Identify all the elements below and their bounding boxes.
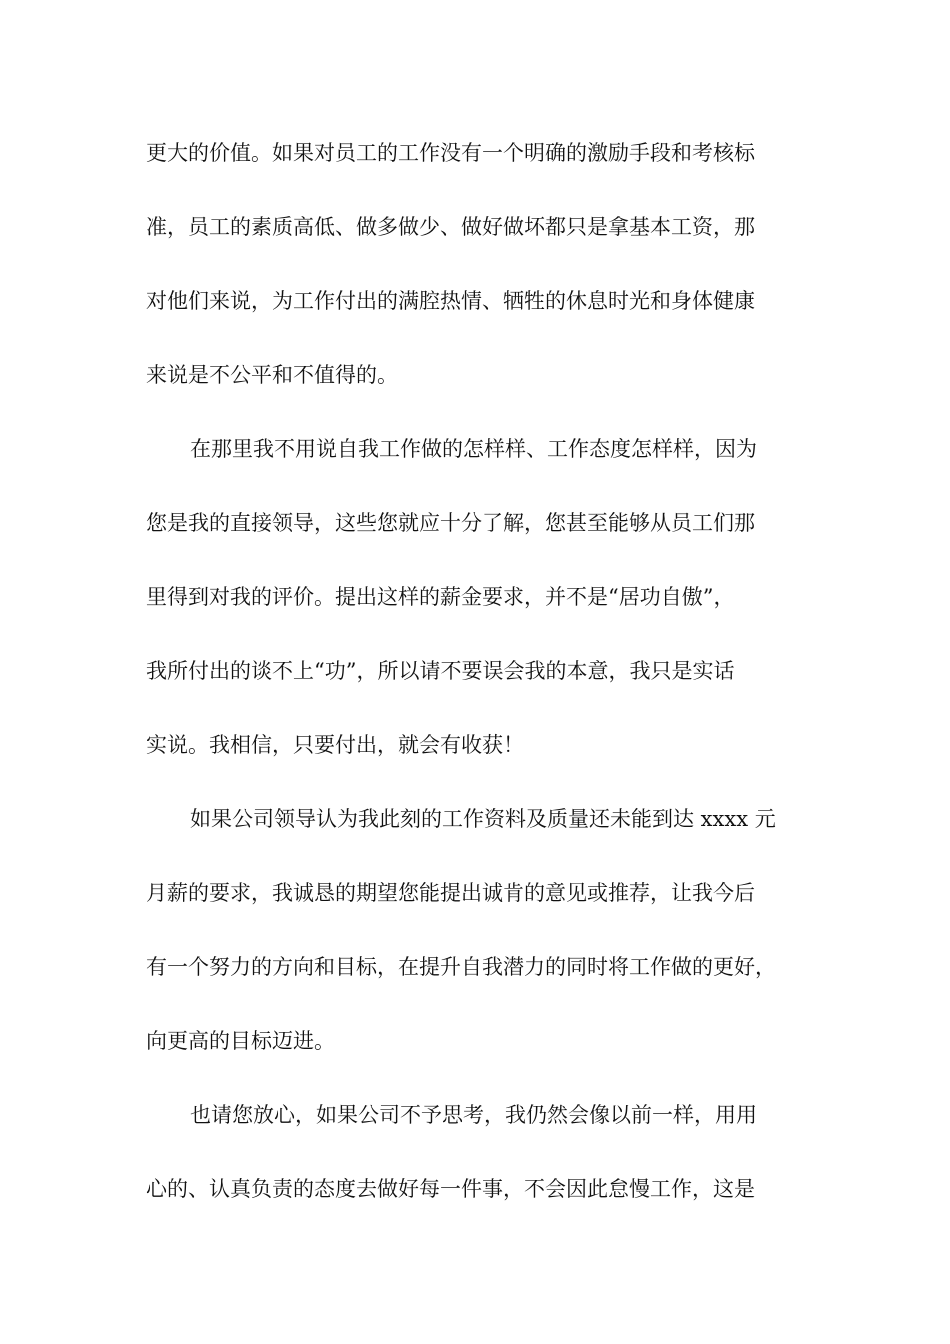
text-line-paragraph-start: 如果公司领导认为我此刻的工作资料及质量还未能到达 xxxx 元 [190, 807, 776, 831]
text-line-paragraph-start: 在那里我不用说自我工作做的怎样样、工作态度怎样样，因为 [190, 437, 757, 461]
text-line: 准，员工的素质高低、做多做少、做好做坏都只是拿基本工资，那 [146, 215, 755, 239]
text-line: 向更高的目标迈进。 [146, 1029, 335, 1053]
text-line: 月薪的要求，我诚恳的期望您能提出诚肯的意见或推荐，让我今后 [146, 881, 755, 905]
text-line: 我所付出的谈不上“功”，所以请不要误会我的本意，我只是实话 [146, 659, 735, 683]
text-line: 里得到对我的评价。提出这样的薪金要求，并不是“居功自傲”， [146, 585, 735, 609]
text-line: 有一个努力的方向和目标，在提升自我潜力的同时将工作做的更好， [146, 955, 776, 979]
text-line: 实说。我相信，只要付出，就会有收获！ [146, 733, 524, 757]
text-line: 更大的价值。如果对员工的工作没有一个明确的激励手段和考核标 [146, 141, 755, 165]
text-line: 对他们来说，为工作付出的满腔热情、牺牲的休息时光和身体健康 [146, 289, 755, 313]
text-line: 来说是不公平和不值得的。 [146, 363, 398, 387]
document-body [146, 126, 846, 1236]
text-line-paragraph-start: 也请您放心，如果公司不予思考，我仍然会像以前一样，用用 [190, 1103, 757, 1127]
text-line: 您是我的直接领导，这些您就应十分了解，您甚至能够从员工们那 [146, 511, 755, 535]
text-line: 心的、认真负责的态度去做好每一件事，不会因此怠慢工作，这是 [146, 1177, 755, 1201]
